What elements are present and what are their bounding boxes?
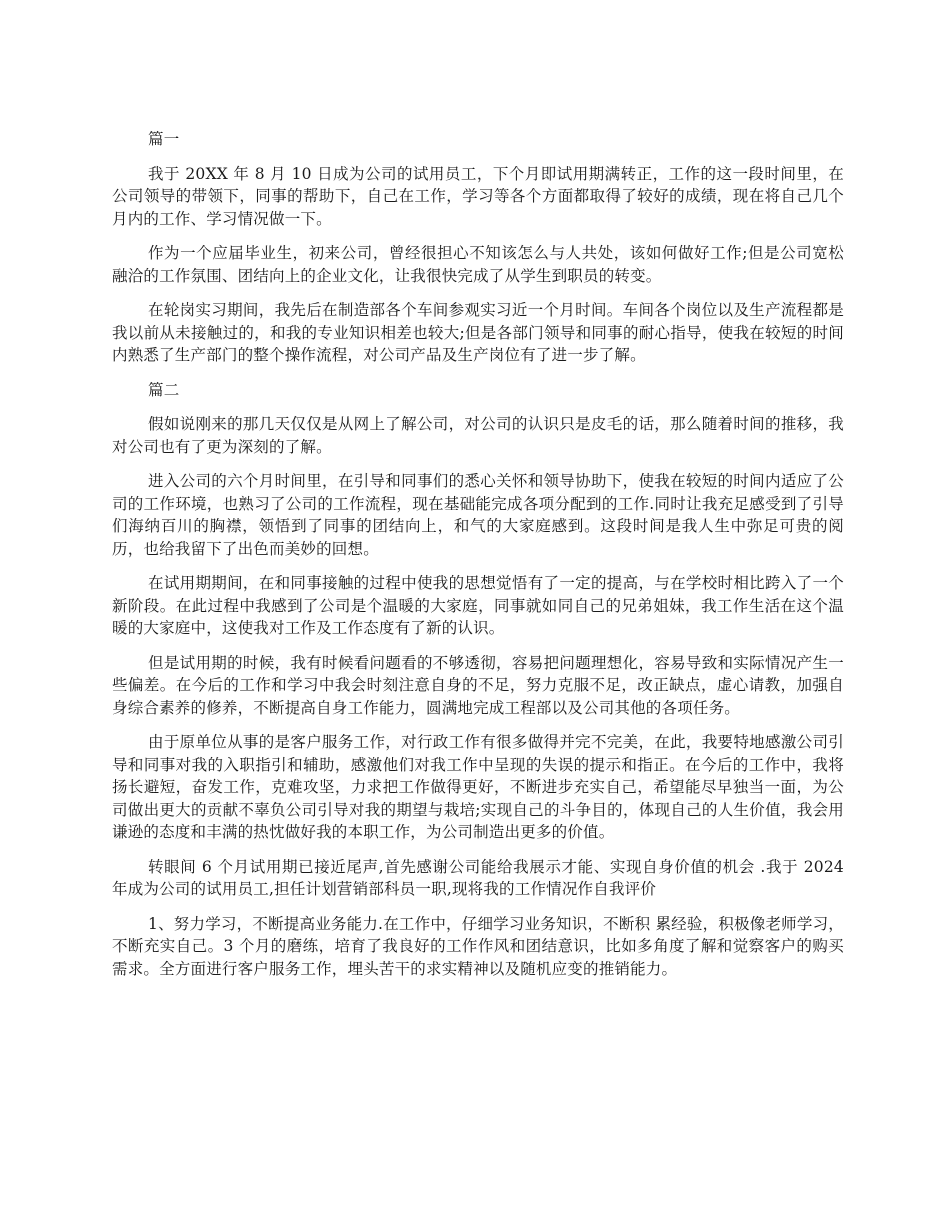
- section-heading-2: 篇二: [148, 380, 180, 399]
- paragraph-3: 在轮岗实习期间，我先后在制造部各个车间参观实习近一个月时间。车间各个岗位以及生产流程都是我以前从未接触过的，和我的专业知识相差也较大;但是各部门领导和同事的耐心指导，使我在较短的时间内熟悉了生产部门的整个操作流程，对公司产品及生产岗位有了进一步了解。: [112, 301, 844, 364]
- paragraph-9: 转眼间 6 个月试用期已接近尾声,首先感谢公司能给我展示才能、实现自身价值的机会 .我于 2024 年成为公司的试用员工,担任计划营销部科员一职,现将我的工作情况作自我评价: [112, 857, 844, 898]
- paragraph-7: 但是试用期的时候，我有时候看问题看的不够透彻，容易把问题理想化，容易导致和实际情况产生一些偏差。在今后的工作和学习中我会时刻注意自身的不足，努力克服不足，改正缺点，虚心请教，加强自身综合素养的修养，不断提高自身工作能力，圆满地完成工程部以及公司其他的各项任务。: [112, 653, 844, 717]
- paragraph-6: 在试用期期间，在和同事接触的过程中使我的思想觉悟有了一定的提高，与在学校时相比跨入了一个新阶段。在此过程中我感到了公司是个温暖的大家庭，同事就如同自己的兄弟姐妹，我工作生活在这个温暖的大家庭中，这使我对工作及工作态度有了新的认识。: [112, 574, 844, 637]
- paragraph-5: 进入公司的六个月时间里，在引导和同事们的悉心关怀和领导协助下，使我在较短的时间内适应了公司的工作环境，也熟习了公司的工作流程，现在基础能完成各项分配到的工作.同时让我充足感受到了引导们海纳百川的胸襟，领悟到了同事的团结向上，和气的大家庭感到。这段时间是我人生中弥足可贵的阅历，也给我留下了出色而美妙的回想。: [112, 472, 844, 558]
- document-body: [112, 128, 844, 992]
- section-heading-1: 篇一: [148, 130, 180, 148]
- paragraph-2: 作为一个应届毕业生，初来公司，曾经很担心不知该怎么与人共处，该如何做好工作;但是公司宽松融洽的工作氛围、团结向上的企业文化，让我很快完成了从学生到职员的转变。: [112, 244, 844, 285]
- paragraph-1: 我于 20XX 年 8 月 10 日成为公司的试用员工，下个月即试用期满转正，工作的这一段时间里，在公司领导的带领下，同事的帮助下，自己在工作，学习等各个方面都取得了较好的成绩，现在将自己几个月内的工作、学习情况做一下。: [112, 164, 844, 228]
- paragraph-4: 假如说刚来的那几天仅仅是从网上了解公司，对公司的认识只是皮毛的话，那么随着时间的推移，我对公司也有了更为深刻的了解。: [112, 415, 844, 456]
- paragraph-10: 1、努力学习，不断提高业务能力.在工作中，仔细学习业务知识，不断积 累经验，积极像老师学习，不断充实自己。3 个月的磨练，培育了我良好的工作作风和团结意识，比如多角度了解和觉察客户的购买需求。全方面进行客户服务工作，埋头苦干的求实精神以及随机应变的推销能力。: [112, 914, 844, 978]
- paragraph-8: 由于原单位从事的是客户服务工作，对行政工作有很多做得并完不完美，在此，我要特地感激公司引导和同事对我的入职指引和辅助，感激他们对我工作中呈现的失误的提示和指正。在今后的工作中，我将扬长避短，奋发工作，克难攻坚，力求把工作做得更好，不断进步充实自己，希望能尽早独当一面，为公司做出更大的贡献不辜负公司引导对我的期望与栽培;实现自己的斗争目的，体现自己的人生价值，我会用谦逊的态度和丰满的热忱做好我的本职工作，为公司制造出更多的价值。: [112, 733, 844, 841]
